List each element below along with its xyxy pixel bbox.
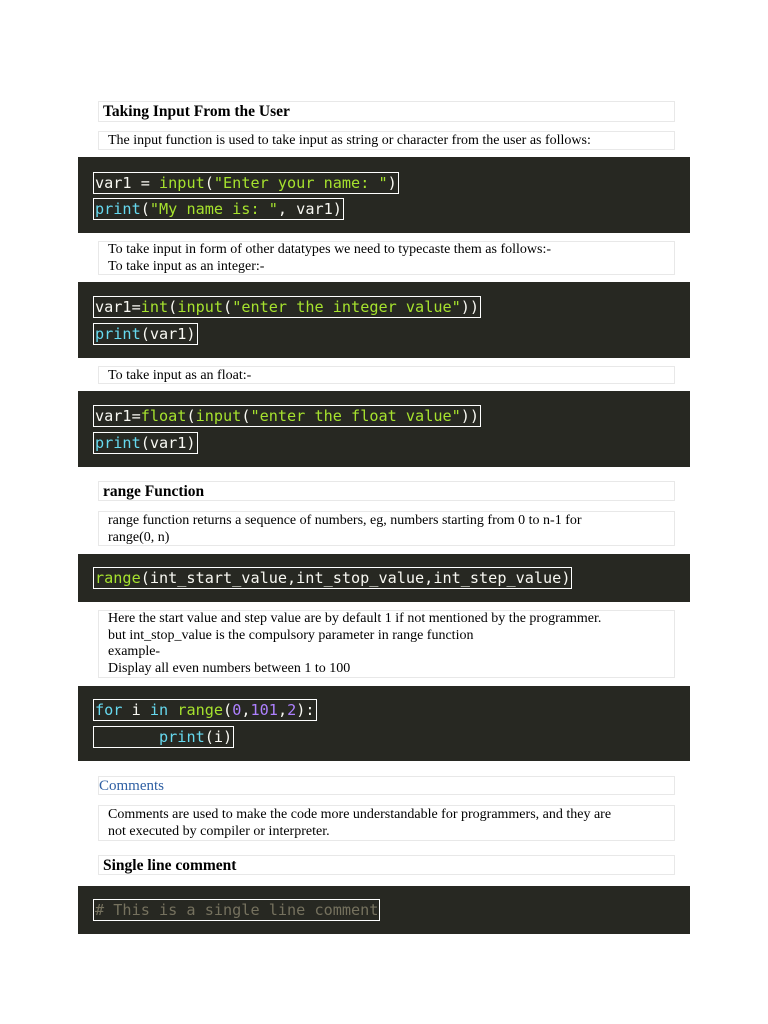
code-token: ) — [387, 174, 397, 192]
section-heading-input — [98, 101, 675, 122]
code-block-even-numbers — [78, 686, 690, 761]
heading-text: range Function — [103, 483, 205, 500]
code-token-keyword: in — [149, 701, 169, 719]
paragraph-line: not executed by compiler or interpreter. — [108, 823, 330, 839]
code-line — [93, 726, 234, 748]
code-token-string: "enter the integer value" — [232, 298, 461, 316]
code-token: ): — [296, 701, 315, 719]
code-token-keyword: print — [95, 434, 141, 452]
code-token: (var1) — [140, 325, 196, 343]
code-token-keyword: print — [159, 728, 205, 746]
code-line — [93, 172, 399, 194]
code-line — [93, 567, 572, 589]
code-token: i — [122, 701, 150, 719]
code-token: var1= — [95, 298, 141, 316]
paragraph-line: example- — [108, 644, 161, 659]
code-token: (int_start_value,int_stop_value,int_step_value) — [140, 569, 571, 587]
code-block-float — [78, 391, 690, 467]
heading-text: Comments — [99, 778, 165, 794]
code-token: )) — [460, 298, 480, 316]
code-line — [93, 296, 481, 318]
code-line-comment — [93, 899, 380, 921]
code-token: , var1) — [277, 200, 342, 218]
code-token: var1= — [95, 407, 141, 425]
code-block-input — [78, 157, 690, 233]
code-line — [93, 699, 317, 721]
float-intro-paragraph — [98, 366, 675, 384]
code-line — [93, 432, 198, 454]
code-token: ( — [168, 298, 178, 316]
code-token: )) — [460, 407, 480, 425]
paragraph-line: Comments are used to make the code more understandable for programmers, and they are — [108, 807, 612, 822]
code-token-keyword: print — [95, 200, 141, 218]
paragraph-line: but int_stop_value is the compulsory parameter in range function — [108, 627, 474, 643]
code-block-int — [78, 282, 690, 358]
heading-text: Taking Input From the User — [103, 103, 290, 120]
range-description-paragraph — [98, 511, 675, 546]
code-token-number: 2 — [287, 701, 297, 719]
paragraph-line: range(0, n) — [108, 529, 170, 545]
input-intro-paragraph — [98, 131, 675, 150]
section-heading-single-line-comment — [98, 855, 675, 875]
code-token-builtin: int — [140, 298, 169, 316]
code-token: ( — [204, 174, 214, 192]
code-block-range-signature — [78, 554, 690, 602]
code-token-builtin: input — [177, 298, 224, 316]
code-token — [168, 701, 177, 719]
code-token: var1 = — [95, 174, 160, 192]
code-token-number: 101 — [250, 701, 278, 719]
code-token-string: "My name is: " — [149, 200, 278, 218]
code-token: (var1) — [140, 434, 196, 452]
code-line — [93, 405, 481, 427]
code-token-number: 0 — [232, 701, 242, 719]
code-token: ( — [223, 701, 233, 719]
code-token-string: "Enter your name: " — [213, 174, 388, 192]
code-line — [93, 198, 344, 220]
code-line — [93, 323, 198, 345]
range-note-paragraph — [98, 610, 675, 678]
paragraph-text: The input function is used to take input as string or character from the user as follows: — [108, 133, 591, 148]
paragraph-text: To take input as an float:- — [108, 368, 252, 383]
code-token: ( — [186, 407, 196, 425]
code-token-builtin: input — [195, 407, 242, 425]
code-token-indent — [95, 728, 159, 746]
typecast-paragraph — [98, 241, 675, 275]
code-token: ( — [241, 407, 251, 425]
section-heading-comments — [98, 776, 675, 795]
paragraph-line: To take input as an integer:- — [108, 258, 265, 274]
paragraph-line: To take input in form of other datatypes we need to typecaste them as follows:- — [108, 242, 552, 257]
section-heading-range — [98, 481, 675, 501]
code-token: ( — [223, 298, 233, 316]
code-token: , — [241, 701, 251, 719]
paragraph-line: range function returns a sequence of numbers, eg, numbers starting from 0 to n-1 for — [108, 513, 582, 528]
code-block-comment — [78, 886, 690, 934]
code-token-builtin: float — [140, 407, 187, 425]
code-token-keyword: for — [95, 701, 123, 719]
code-token: (i) — [204, 728, 233, 746]
paragraph-line: Display all even numbers between 1 to 100 — [108, 660, 351, 676]
comments-description-paragraph — [98, 805, 675, 841]
code-token: , — [277, 701, 288, 719]
heading-text: Single line comment — [103, 857, 237, 874]
code-token: ( — [140, 200, 150, 218]
code-token-comment: # This is a single line comment — [95, 901, 379, 919]
paragraph-line: Here the start value and step value are by default 1 if not mentioned by the programmer. — [108, 611, 602, 626]
code-token-builtin: range — [95, 569, 141, 587]
code-token-string: "enter the float value" — [250, 407, 461, 425]
code-token-builtin: range — [177, 701, 224, 719]
code-token-keyword: print — [95, 325, 141, 343]
code-token-builtin: input — [159, 174, 205, 192]
